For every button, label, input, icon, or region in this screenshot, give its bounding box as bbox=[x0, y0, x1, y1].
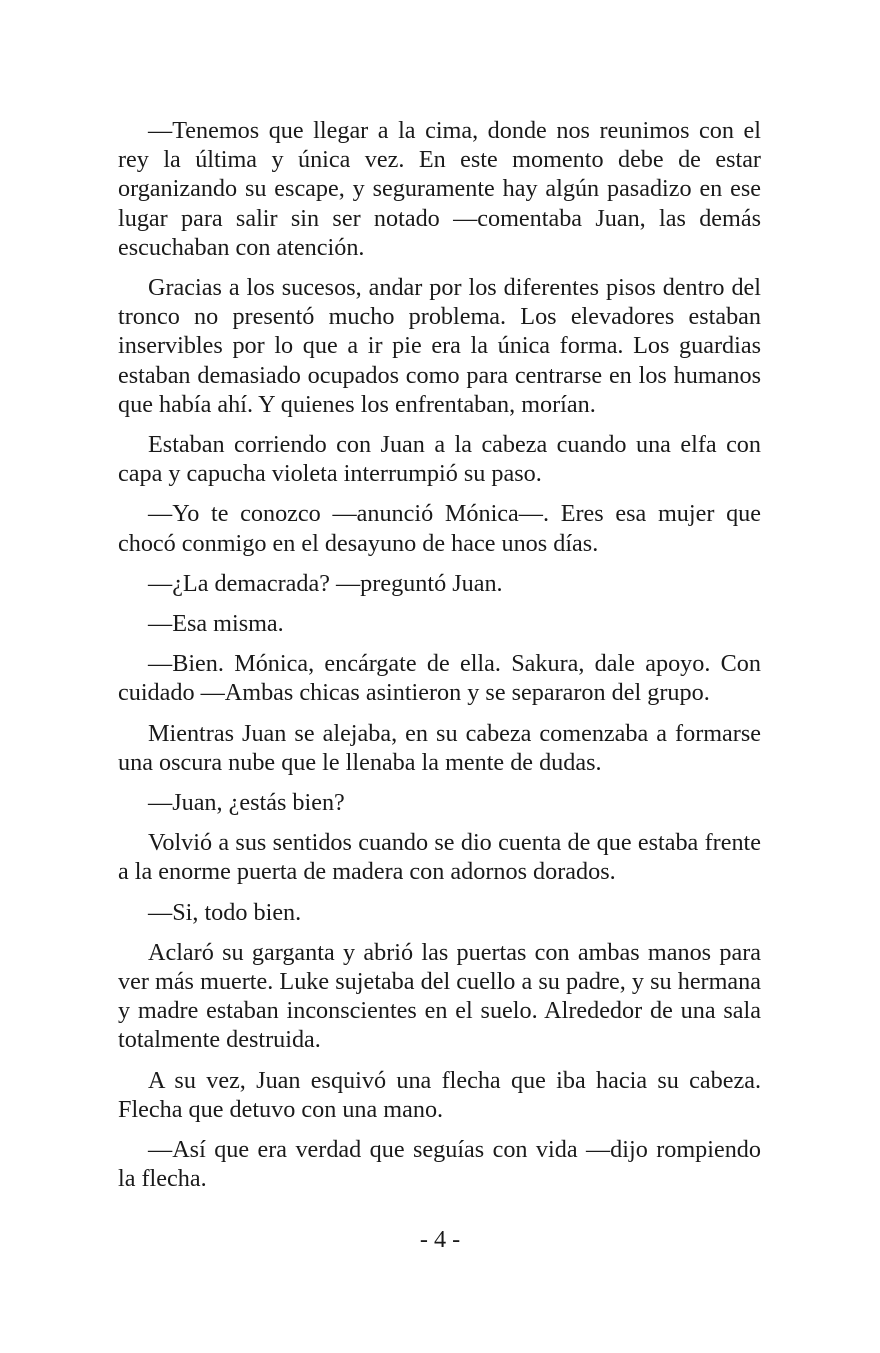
paragraph: —Si, todo bien. bbox=[148, 898, 302, 926]
paragraph: —Bien. Mónica, encárgate de ella. Sakura, dale apoyo. Con cuidado —Ambas chicas asintieron y se separaron del grupo. bbox=[118, 650, 761, 707]
paragraph: —Así que era verdad que seguías con vida —dijo rompiendo la flecha. bbox=[118, 1136, 761, 1193]
paragraph: Gracias a los sucesos, andar por los diferentes pisos dentro del tronco no presentó mucho problema. Los elevadores estaban inservibles por lo que a ir pie era la única forma. Los guardias estaban demasiado ocupados como para centrarse en los humanos que había ahí. Y quienes los enfrentaban, morían. bbox=[118, 274, 761, 418]
paragraph: A su vez, Juan esquivó una flecha que iba hacia su cabeza. Flecha que detuvo con una mano. bbox=[118, 1066, 761, 1123]
paragraph: Mientras Juan se alejaba, en su cabeza comenzaba a formarse una oscura nube que le llenaba la mente de dudas. bbox=[118, 719, 761, 776]
paragraph: —Yo te conozco —anunció Mónica—. Eres esa mujer que chocó conmigo en el desayuno de hace unos días. bbox=[118, 500, 761, 557]
paragraph: —Esa misma. bbox=[148, 610, 284, 638]
paragraph: —¿La demacrada? —preguntó Juan. bbox=[148, 569, 503, 597]
paragraph: —Juan, ¿estás bien? bbox=[148, 789, 345, 817]
paragraph: Aclaró su garganta y abrió las puertas con ambas manos para ver más muerte. Luke sujetaba del cuello a su padre, y su hermana y madre estaban inconscientes en el suelo. Alrededor de una sala totalmente destruida. bbox=[118, 938, 761, 1054]
paragraph: Volvió a sus sentidos cuando se dio cuenta de que estaba frente a la enorme puerta de madera con adornos dorados. bbox=[118, 829, 761, 886]
page-body bbox=[118, 116, 761, 1205]
paragraph: —Tenemos que llegar a la cima, donde nos reunimos con el rey la última y única vez. En este momento debe de estar organizando su escape, y seguramente hay algún pasadizo en ese lugar para salir sin ser notado —comentaba Juan, las demás escuchaban con atención. bbox=[118, 117, 761, 261]
paragraph: Estaban corriendo con Juan a la cabeza cuando una elfa con capa y capucha violeta interrumpió su paso. bbox=[118, 431, 761, 488]
page-number: - 4 - bbox=[419, 1226, 461, 1253]
